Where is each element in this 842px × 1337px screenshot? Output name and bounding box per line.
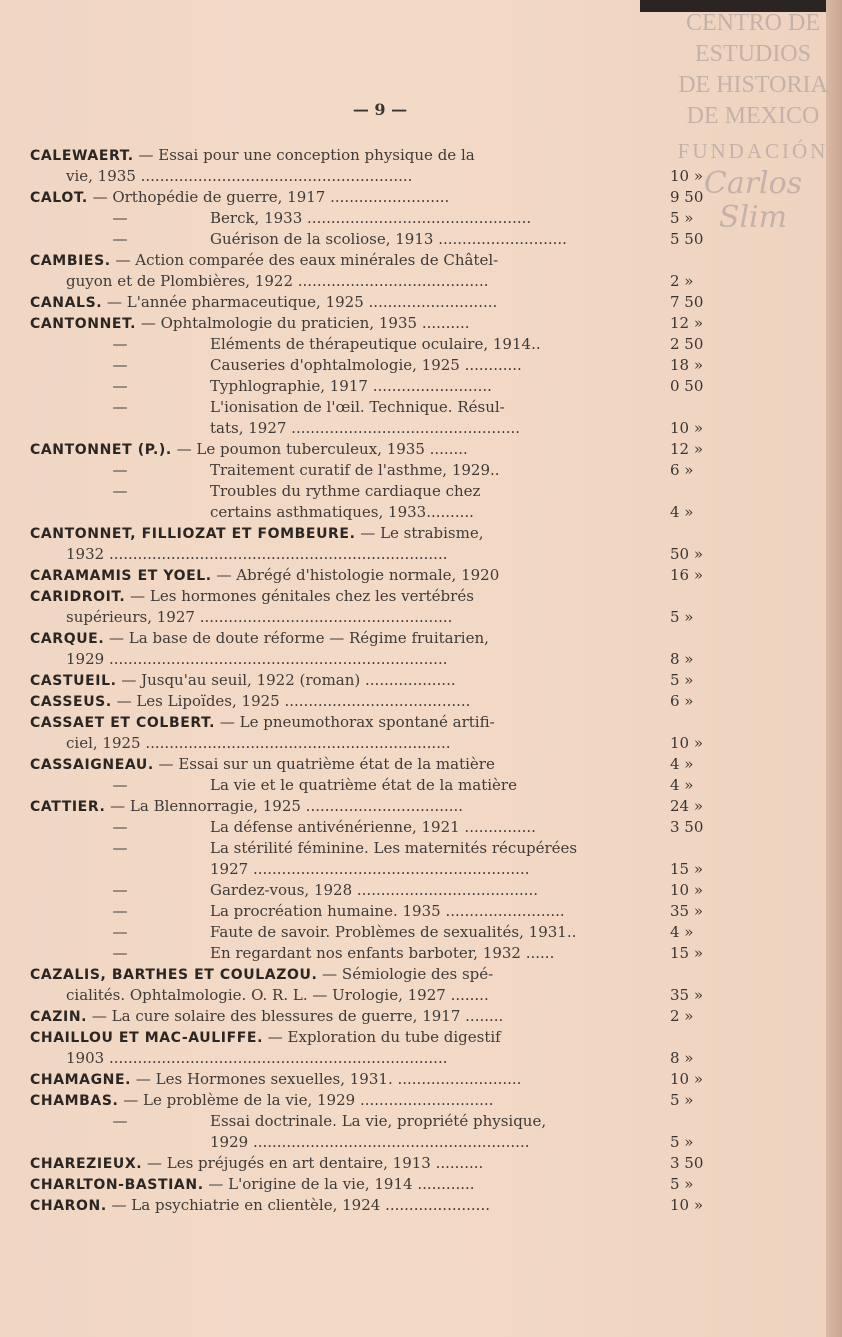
entry-line (30, 166, 730, 187)
entry-text (30, 880, 642, 901)
watermark-line: DE MEXICO (686, 103, 820, 129)
entry-price: 4 » (670, 776, 694, 794)
entry-text (30, 1174, 642, 1196)
entry-line (30, 313, 730, 334)
entry-text (30, 376, 642, 397)
entry-author: CHAILLOU ET MAC-AULIFFE. (30, 1030, 263, 1046)
entry-continuation: 1929 ....................................................................... (66, 650, 448, 668)
entry-text (30, 523, 642, 545)
entry-continuation: guyon et de Plombières, 1922 ........................................ (66, 272, 489, 290)
entry-title: — La psychiatrie en clientèle, 1924 ...................... (111, 1196, 490, 1214)
entry-line (30, 481, 730, 502)
entry-line (30, 1027, 730, 1048)
entry-dash: — (112, 1112, 128, 1130)
entry-line (30, 1111, 730, 1132)
entry-title: — Le strabisme, (360, 524, 484, 542)
entry-line (30, 901, 730, 922)
catalog-entry (30, 775, 730, 796)
entry-price: 5 » (670, 1091, 694, 1109)
catalog-entry (30, 1006, 730, 1027)
entry-title: Troubles du rythme cardiaque chez (210, 482, 481, 500)
entry-text (30, 481, 642, 502)
entry-title: — La cure solaire des blessures de guerre, 1917 ........ (91, 1007, 504, 1025)
entry-text (30, 1111, 642, 1132)
entry-line (30, 1195, 730, 1216)
entry-price: 24 » (670, 797, 704, 815)
entry-dash: — (112, 839, 128, 857)
entry-line (30, 691, 730, 712)
entry-price: 0 50 (670, 377, 704, 395)
entry-dash: — (112, 923, 128, 941)
entry-price: 2 » (670, 272, 694, 290)
catalog-entry (30, 250, 730, 292)
catalog-entry (30, 292, 730, 313)
entry-continuation: cialités. Ophtalmologie. O. R. L. — Urologie, 1927 ........ (66, 986, 489, 1004)
entry-text (30, 838, 642, 859)
entry-dash: — (112, 818, 128, 836)
entry-line (30, 1174, 730, 1195)
entry-title: Essai doctrinale. La vie, propriété physique, (210, 1112, 547, 1130)
entry-line (30, 670, 730, 691)
entry-line (30, 292, 730, 313)
entry-continuation: 1903 ....................................................................... (66, 1049, 448, 1067)
entry-price: 8 » (670, 1049, 694, 1067)
entry-continuation: supérieurs, 1927 ..................................................... (66, 608, 453, 626)
entry-author: CARIDROIT. (30, 589, 126, 605)
entry-author: CANALS. (30, 295, 103, 311)
entry-author: CANTONNET, FILLIOZAT ET FOMBEURE. (30, 526, 356, 542)
entry-author: CANTONNET (P.). (30, 442, 172, 458)
entry-title: — L'origine de la vie, 1914 ............ (208, 1175, 475, 1193)
entry-dash: — (112, 776, 128, 794)
entry-title: — L'année pharmaceutique, 1925 ........................... (106, 293, 498, 311)
entry-text (30, 145, 642, 167)
entry-price: 10 » (670, 1196, 704, 1214)
entry-author: CARQUE. (30, 631, 105, 647)
entry-text (30, 1153, 642, 1175)
catalog-entry (30, 145, 730, 187)
entry-text (30, 208, 642, 229)
entry-line (30, 187, 730, 208)
entry-line (30, 1090, 730, 1111)
entry-text (30, 1069, 642, 1091)
entry-line (30, 838, 730, 859)
entry-text (30, 565, 642, 587)
entry-line (30, 922, 730, 943)
catalog-entry (30, 943, 730, 964)
entry-price: 6 » (670, 461, 694, 479)
catalog-entry (30, 691, 730, 712)
entry-text (30, 922, 642, 943)
entry-author: CASSAET ET COLBERT. (30, 715, 216, 731)
entry-text (30, 1006, 642, 1028)
catalog-entry (30, 1027, 730, 1069)
entry-title: — Abrégé d'histologie normale, 1920 (216, 566, 500, 584)
entry-price: 4 » (670, 755, 694, 773)
entry-line (30, 943, 730, 964)
entry-author: CAMBIES. (30, 253, 111, 269)
entry-dash: — (112, 356, 128, 374)
entry-price: 5 » (670, 209, 694, 227)
entry-title: — Action comparée des eaux minérales de Châtel- (115, 251, 499, 269)
entry-dash: — (112, 461, 128, 479)
watermark-foundation: FUNDACIÓN (677, 139, 829, 163)
entry-title: — Le problème de la vie, 1929 ............................ (123, 1091, 494, 1109)
entry-line (30, 229, 730, 250)
entry-title: La procréation humaine. 1935 ......................... (210, 902, 565, 920)
catalog-entry (30, 817, 730, 838)
entry-title: — Les préjugés en art dentaire, 1913 .......... (146, 1154, 484, 1172)
entry-line (30, 1048, 730, 1069)
entry-title: — Jusqu'au seuil, 1922 (roman) ................... (121, 671, 456, 689)
entry-title: La vie et le quatrième état de la matière (210, 776, 517, 794)
catalog-entry (30, 1153, 730, 1174)
entry-line (30, 796, 730, 817)
entry-price: 10 » (670, 167, 704, 185)
entry-price: 4 » (670, 503, 694, 521)
entry-line (30, 397, 730, 418)
catalog-entry (30, 922, 730, 943)
entry-title: — Les hormones génitales chez les vertébrés (130, 587, 474, 605)
entry-title: Causeries d'ophtalmologie, 1925 ............ (210, 356, 522, 374)
entry-author: CASTUEIL. (30, 673, 117, 689)
entry-dash: — (112, 944, 128, 962)
watermark-line: ESTUDIOS (694, 41, 811, 67)
entry-price: 35 » (670, 986, 704, 1004)
entry-text (30, 397, 642, 418)
catalog-entry (30, 1111, 730, 1153)
entry-line (30, 1006, 730, 1027)
catalog-entry (30, 670, 730, 691)
entry-author: CANTONNET. (30, 316, 137, 332)
catalog-entry (30, 439, 730, 460)
entry-price: 7 50 (670, 293, 704, 311)
entry-line (30, 439, 730, 460)
entry-text (30, 439, 642, 461)
entry-title: La stérilité féminine. Les maternités récupérées (210, 839, 578, 857)
entry-title: — Sémiologie des spé- (322, 965, 494, 983)
entry-price: 5 » (670, 608, 694, 626)
page-number: — 9 — (352, 100, 408, 119)
entry-text (30, 586, 642, 608)
catalog-entry (30, 901, 730, 922)
entry-title: — Orthopédie de guerre, 1917 ......................... (92, 188, 450, 206)
entry-price: 18 » (670, 356, 704, 374)
catalog-entry (30, 1195, 730, 1216)
entry-title: — Essai pour une conception physique de la (138, 146, 475, 164)
entry-price: 15 » (670, 944, 704, 962)
watermark-signature: Carlos Slim (703, 166, 803, 235)
entry-text (30, 460, 642, 481)
entry-line (30, 859, 730, 880)
entry-line (30, 733, 730, 754)
entry-author: CHAMBAS. (30, 1093, 119, 1109)
entry-author: CALEWAERT. (30, 148, 134, 164)
entry-price: 16 » (670, 566, 704, 584)
entry-line (30, 460, 730, 481)
catalog-entry (30, 880, 730, 901)
entry-author: CATTIER. (30, 799, 106, 815)
entry-title: La défense antivénérienne, 1921 ............... (210, 818, 536, 836)
entry-continuation: 1932 ....................................................................... (66, 545, 448, 563)
entry-text (30, 964, 642, 986)
entry-author: CALOT. (30, 190, 88, 206)
entry-line (30, 355, 730, 376)
entry-dash: — (112, 398, 128, 416)
entry-price: 5 » (670, 1175, 694, 1193)
entry-continuation: tats, 1927 ................................................ (210, 419, 521, 437)
entry-text (30, 1090, 642, 1112)
entry-text (30, 754, 642, 776)
entry-dash: — (112, 335, 128, 353)
catalog-entry (30, 397, 730, 439)
entry-text (30, 1195, 642, 1217)
entry-title: Guérison de la scoliose, 1913 ........................... (210, 230, 567, 248)
catalog-entry (30, 313, 730, 334)
watermark-line: DE HISTORIA (678, 72, 828, 98)
catalog-entry (30, 586, 730, 628)
entry-line (30, 376, 730, 397)
entry-line (30, 985, 730, 1006)
entry-continuation: certains asthmatiques, 1933.......... (210, 503, 474, 521)
entry-author: CAZALIS, BARTHES ET COULAZOU. (30, 967, 318, 983)
entry-line (30, 1132, 730, 1153)
catalog-entry (30, 838, 730, 880)
entry-title: — Le pneumothorax spontané artifi- (219, 713, 495, 731)
entry-title: — Les Hormones sexuelles, 1931. .......................... (135, 1070, 522, 1088)
entry-price: 5 » (670, 671, 694, 689)
entry-title: L'ionisation de l'œil. Technique. Résul- (210, 398, 505, 416)
entry-price: 10 » (670, 881, 704, 899)
entry-line (30, 712, 730, 733)
entry-line (30, 523, 730, 544)
entry-line (30, 754, 730, 775)
entry-title: Faute de savoir. Problèmes de sexualités, 1931.. (210, 923, 577, 941)
entry-author: CHARON. (30, 1198, 107, 1214)
catalog-entry (30, 523, 730, 565)
entry-line (30, 586, 730, 607)
entry-line (30, 628, 730, 649)
entry-author: CHARLTON-BASTIAN. (30, 1177, 204, 1193)
entry-title: — Les Lipoïdes, 1925 ....................................... (116, 692, 471, 710)
entry-continuation: 1929 .......................................................... (210, 1133, 530, 1151)
entry-line (30, 649, 730, 670)
entry-price: 8 » (670, 650, 694, 668)
catalog-entry (30, 565, 730, 586)
catalog-entry (30, 334, 730, 355)
entry-dash: — (112, 377, 128, 395)
catalog-entry (30, 1090, 730, 1111)
entry-text (30, 901, 642, 922)
entry-price: 12 » (670, 314, 704, 332)
entry-dash: — (112, 902, 128, 920)
entry-title: Traitement curatif de l'asthme, 1929.. (210, 461, 500, 479)
entry-continuation: vie, 1935 ......................................................... (66, 167, 413, 185)
entry-text (30, 187, 642, 209)
entry-line (30, 1069, 730, 1090)
catalog-entry (30, 712, 730, 754)
entry-price: 5 50 (670, 230, 704, 248)
entry-line (30, 250, 730, 271)
entry-author: CHAREZIEUX. (30, 1156, 143, 1172)
catalog-entry (30, 628, 730, 670)
catalog-entry (30, 355, 730, 376)
entry-text (30, 670, 642, 692)
entry-line (30, 817, 730, 838)
entry-line (30, 964, 730, 985)
entry-price: 10 » (670, 1070, 704, 1088)
catalog-entry (30, 187, 730, 208)
entry-text (30, 229, 642, 250)
entry-line (30, 145, 730, 166)
entry-title: Berck, 1933 ............................................... (210, 209, 532, 227)
entry-text (30, 313, 642, 335)
entry-title: — Exploration du tube digestif (267, 1028, 501, 1046)
catalog-entry (30, 229, 730, 250)
entry-author: CASSAIGNEAU. (30, 757, 154, 773)
entry-price: 4 » (670, 923, 694, 941)
entry-title: — La base de doute réforme — Régime fruitarien, (109, 629, 489, 647)
catalog-entries (30, 145, 730, 1216)
entry-title: Eléments de thérapeutique oculaire, 1914.. (210, 335, 541, 353)
entry-text (30, 796, 642, 818)
entry-dash: — (112, 881, 128, 899)
entry-price: 10 » (670, 734, 704, 752)
entry-price: 6 » (670, 692, 694, 710)
entry-price: 12 » (670, 440, 704, 458)
entry-text (30, 817, 642, 838)
entry-line (30, 271, 730, 292)
entry-price: 35 » (670, 902, 704, 920)
catalog-entry (30, 460, 730, 481)
entry-dash: — (112, 230, 128, 248)
entry-price: 9 50 (670, 188, 704, 206)
entry-price: 15 » (670, 860, 704, 878)
entry-title: — Le poumon tuberculeux, 1935 ........ (176, 440, 468, 458)
catalog-entry (30, 796, 730, 817)
entry-author: CHAMAGNE. (30, 1072, 132, 1088)
entry-text (30, 334, 642, 355)
entry-title: En regardant nos enfants barboter, 1932 ...... (210, 944, 555, 962)
entry-price: 5 » (670, 1133, 694, 1151)
entry-dash: — (112, 209, 128, 227)
catalog-entry (30, 1069, 730, 1090)
entry-line (30, 544, 730, 565)
entry-price: 50 » (670, 545, 704, 563)
entry-price: 10 » (670, 419, 704, 437)
entry-title: — La Blennorragie, 1925 ................................. (110, 797, 464, 815)
catalog-entry (30, 376, 730, 397)
entry-line (30, 775, 730, 796)
entry-title: Typhlographie, 1917 ......................... (210, 377, 492, 395)
entry-price: 2 » (670, 1007, 694, 1025)
entry-text (30, 292, 642, 314)
entry-dash: — (112, 482, 128, 500)
entry-text (30, 943, 642, 964)
entry-text (30, 628, 642, 650)
entry-text (30, 250, 642, 272)
entry-author: CARAMAMIS ET YOEL. (30, 568, 212, 584)
entry-text (30, 691, 642, 713)
entry-line (30, 418, 730, 439)
entry-text (30, 1027, 642, 1049)
entry-author: CAZIN. (30, 1009, 88, 1025)
catalog-entry (30, 754, 730, 775)
entry-continuation: 1927 .......................................................... (210, 860, 530, 878)
catalog-entry (30, 964, 730, 1006)
entry-line (30, 607, 730, 628)
catalog-entry (30, 208, 730, 229)
entry-price: 2 50 (670, 335, 704, 353)
entry-line (30, 502, 730, 523)
catalog-entry (30, 1174, 730, 1195)
entry-title: Gardez-vous, 1928 ...................................... (210, 881, 539, 899)
entry-price: 3 50 (670, 818, 704, 836)
entry-title: — Essai sur un quatrième état de la matière (158, 755, 495, 773)
entry-text (30, 775, 642, 796)
entry-price: 3 50 (670, 1154, 704, 1172)
entry-line (30, 880, 730, 901)
entry-line (30, 565, 730, 586)
entry-text (30, 712, 642, 734)
entry-line (30, 1153, 730, 1174)
entry-line (30, 208, 730, 229)
entry-title: — Ophtalmologie du praticien, 1935 .......... (140, 314, 470, 332)
entry-author: CASSEUS. (30, 694, 112, 710)
entry-line (30, 334, 730, 355)
watermark-line: CENTRO DE (686, 10, 820, 36)
entry-continuation: ciel, 1925 ................................................................ (66, 734, 451, 752)
entry-text (30, 355, 642, 376)
catalog-entry (30, 481, 730, 523)
